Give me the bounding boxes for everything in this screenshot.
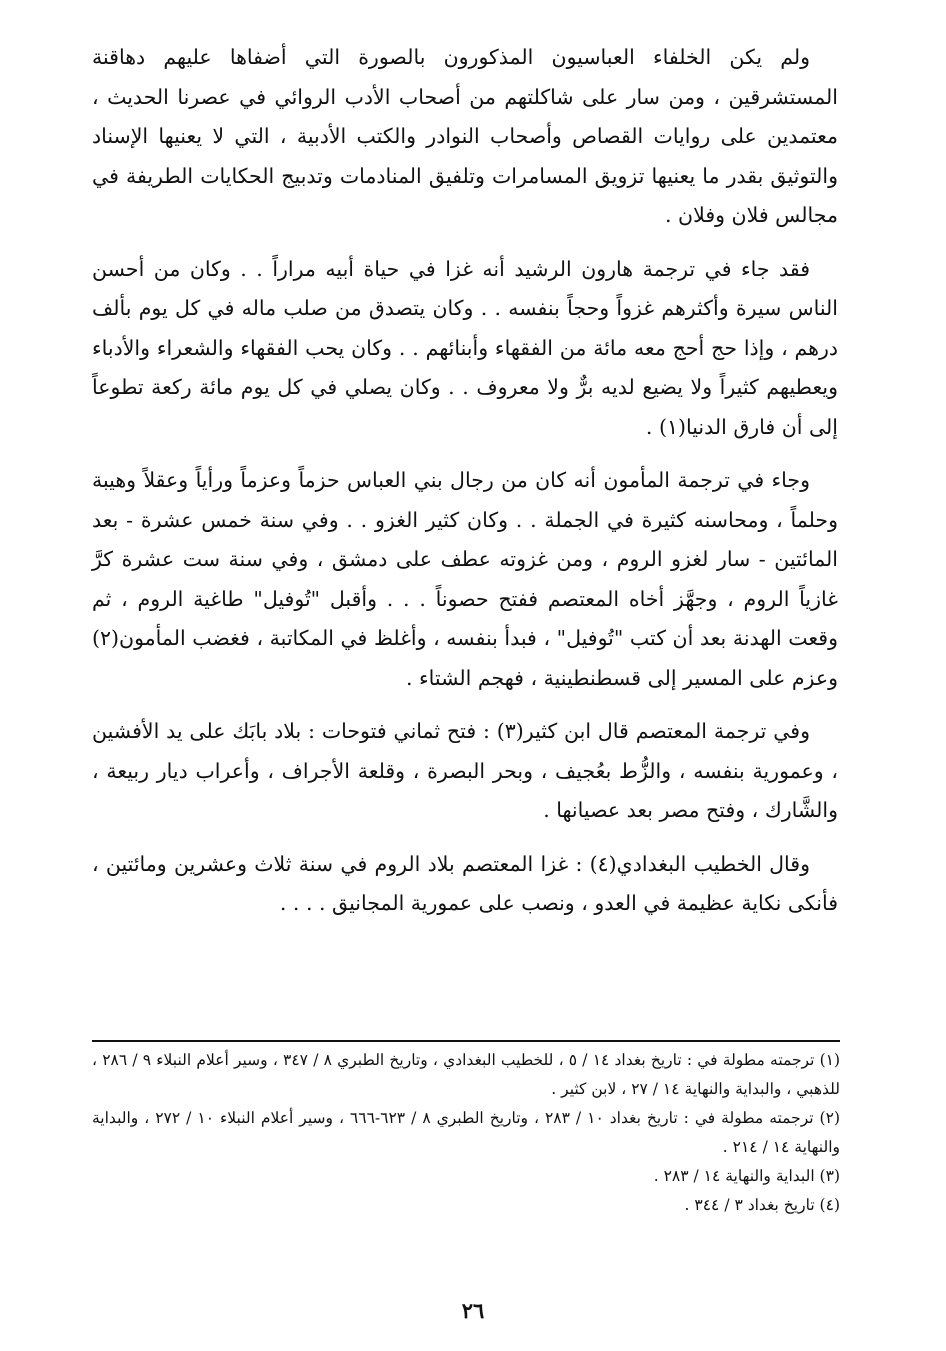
main-text — [92, 38, 838, 938]
footnote-4: (٤) تاريخ بغداد ٣ / ٣٤٤ . — [684, 1196, 840, 1214]
paragraph-al-khatib: وقال الخطيب البغدادي(٤) : غزا المعتصم بلاد الروم في سنة ثلاث وعشرين ومائتين ، فأنكى نكاية عظيمة في العدو ، ونصب على عمورية المجانيق . . . . — [92, 851, 838, 915]
paragraph-abbasid-caliphs: ولم يكن الخلفاء العباسيون المذكورون بالصورة التي أضفاها عليهم دهاقنة المستشرقين ، ومن سار على شاكلتهم من أصحاب الأدب الروائي في عصرنا الحديث ، معتمدين على روايات القصاص وأصحاب النوادر والكتب الأدبية ، التي لا يعنيها الإسناد والتوثيق بقدر ما يعنيها تزويق المسامرات وتلفيق المنادمات وتدبيج الحكايات الطريفة في مجالس فلان وفلان . — [92, 45, 838, 227]
footnotes — [92, 1046, 840, 1220]
page-number: ٢٦ — [461, 1298, 485, 1323]
footnote-divider — [92, 1040, 840, 1042]
footnote-1: (١) ترجمته مطولة في : تاريخ بغداد ١٤ / ٥ ، للخطيب البغدادي ، وتاريخ الطبري ٨ / ٣٤٧ ، وسير أعلام النبلاء ٩ / ٢٨٦ ، للذهبي ، والبداية والنهاية ١٤ / ٢٧ ، لابن كثير . — [92, 1051, 841, 1098]
paragraph-al-mamun: وجاء في ترجمة المأمون أنه كان من رجال بني العباس حزماً وعزماً ورأياً وعقلاً وهيبة وحلماً ، ومحاسنه كثيرة في الجملة . . وكان كثير الغزو . . وفي سنة خمس عشرة - بعد المائتين - سار لغزو الروم ، ومن غزوته عطف على دمشق ، وفي سنة ست عشرة كرَّ غازياً الروم ، وجهَّز أخاه المعتصم ففتح حصوناً . . . وأقبل "تُوفيل" طاغية الروم ، ثم وقعت الهدنة بعد أن كتب "تُوفيل" ، فبدأ بنفسه ، وأغلظ في المكاتبة ، فغضب المأمون(٢) وعزم على المسير إلى قسطنطينية ، فهجم الشتاء . — [92, 468, 838, 690]
paragraph-al-mutasim: وفي ترجمة المعتصم قال ابن كثير(٣) : فتح ثماني فتوحات : بلاد بابَك على يد الأفشين ، وعمورية بنفسه ، والزُّط بعُجيف ، وبحر البصرة ، وقلعة الأجراف ، وأعراب ديار ربيعة ، والشَّارك ، وفتح مصر بعد عصيانها . — [92, 719, 838, 822]
footnote-3: (٣) البداية والنهاية ١٤ / ٢٨٣ . — [653, 1167, 840, 1185]
paragraph-harun-al-rashid: فقد جاء في ترجمة هارون الرشيد أنه غزا في حياة أبيه مراراً . . وكان من أحسن الناس سيرة وأكثرهم غزواً وحجاً بنفسه . . وكان يتصدق من صلب ماله في كل يوم بألف درهم ، وإذا حج أحج معه مائة من الفقهاء وأبنائهم . . وكان يحب الفقهاء والشعراء والأدباء ويعطيهم كثيراً ولا يضيع لديه برٌّ ولا معروف . . وكان يصلي في كل يوم مائة ركعة تطوعاً إلى أن فارق الدنيا(١) . — [92, 256, 838, 439]
footnote-2: (٢) ترجمته مطولة في : تاريخ بغداد ١٠ / ٢٨٣ ، وتاريخ الطبري ٨ / ٦٢٣-٦٦٦ ، وسير أعلام النبلاء ١٠ / ٢٧٢ ، والبداية والنهاية ١٤ / ٢١٤ . — [92, 1109, 840, 1156]
